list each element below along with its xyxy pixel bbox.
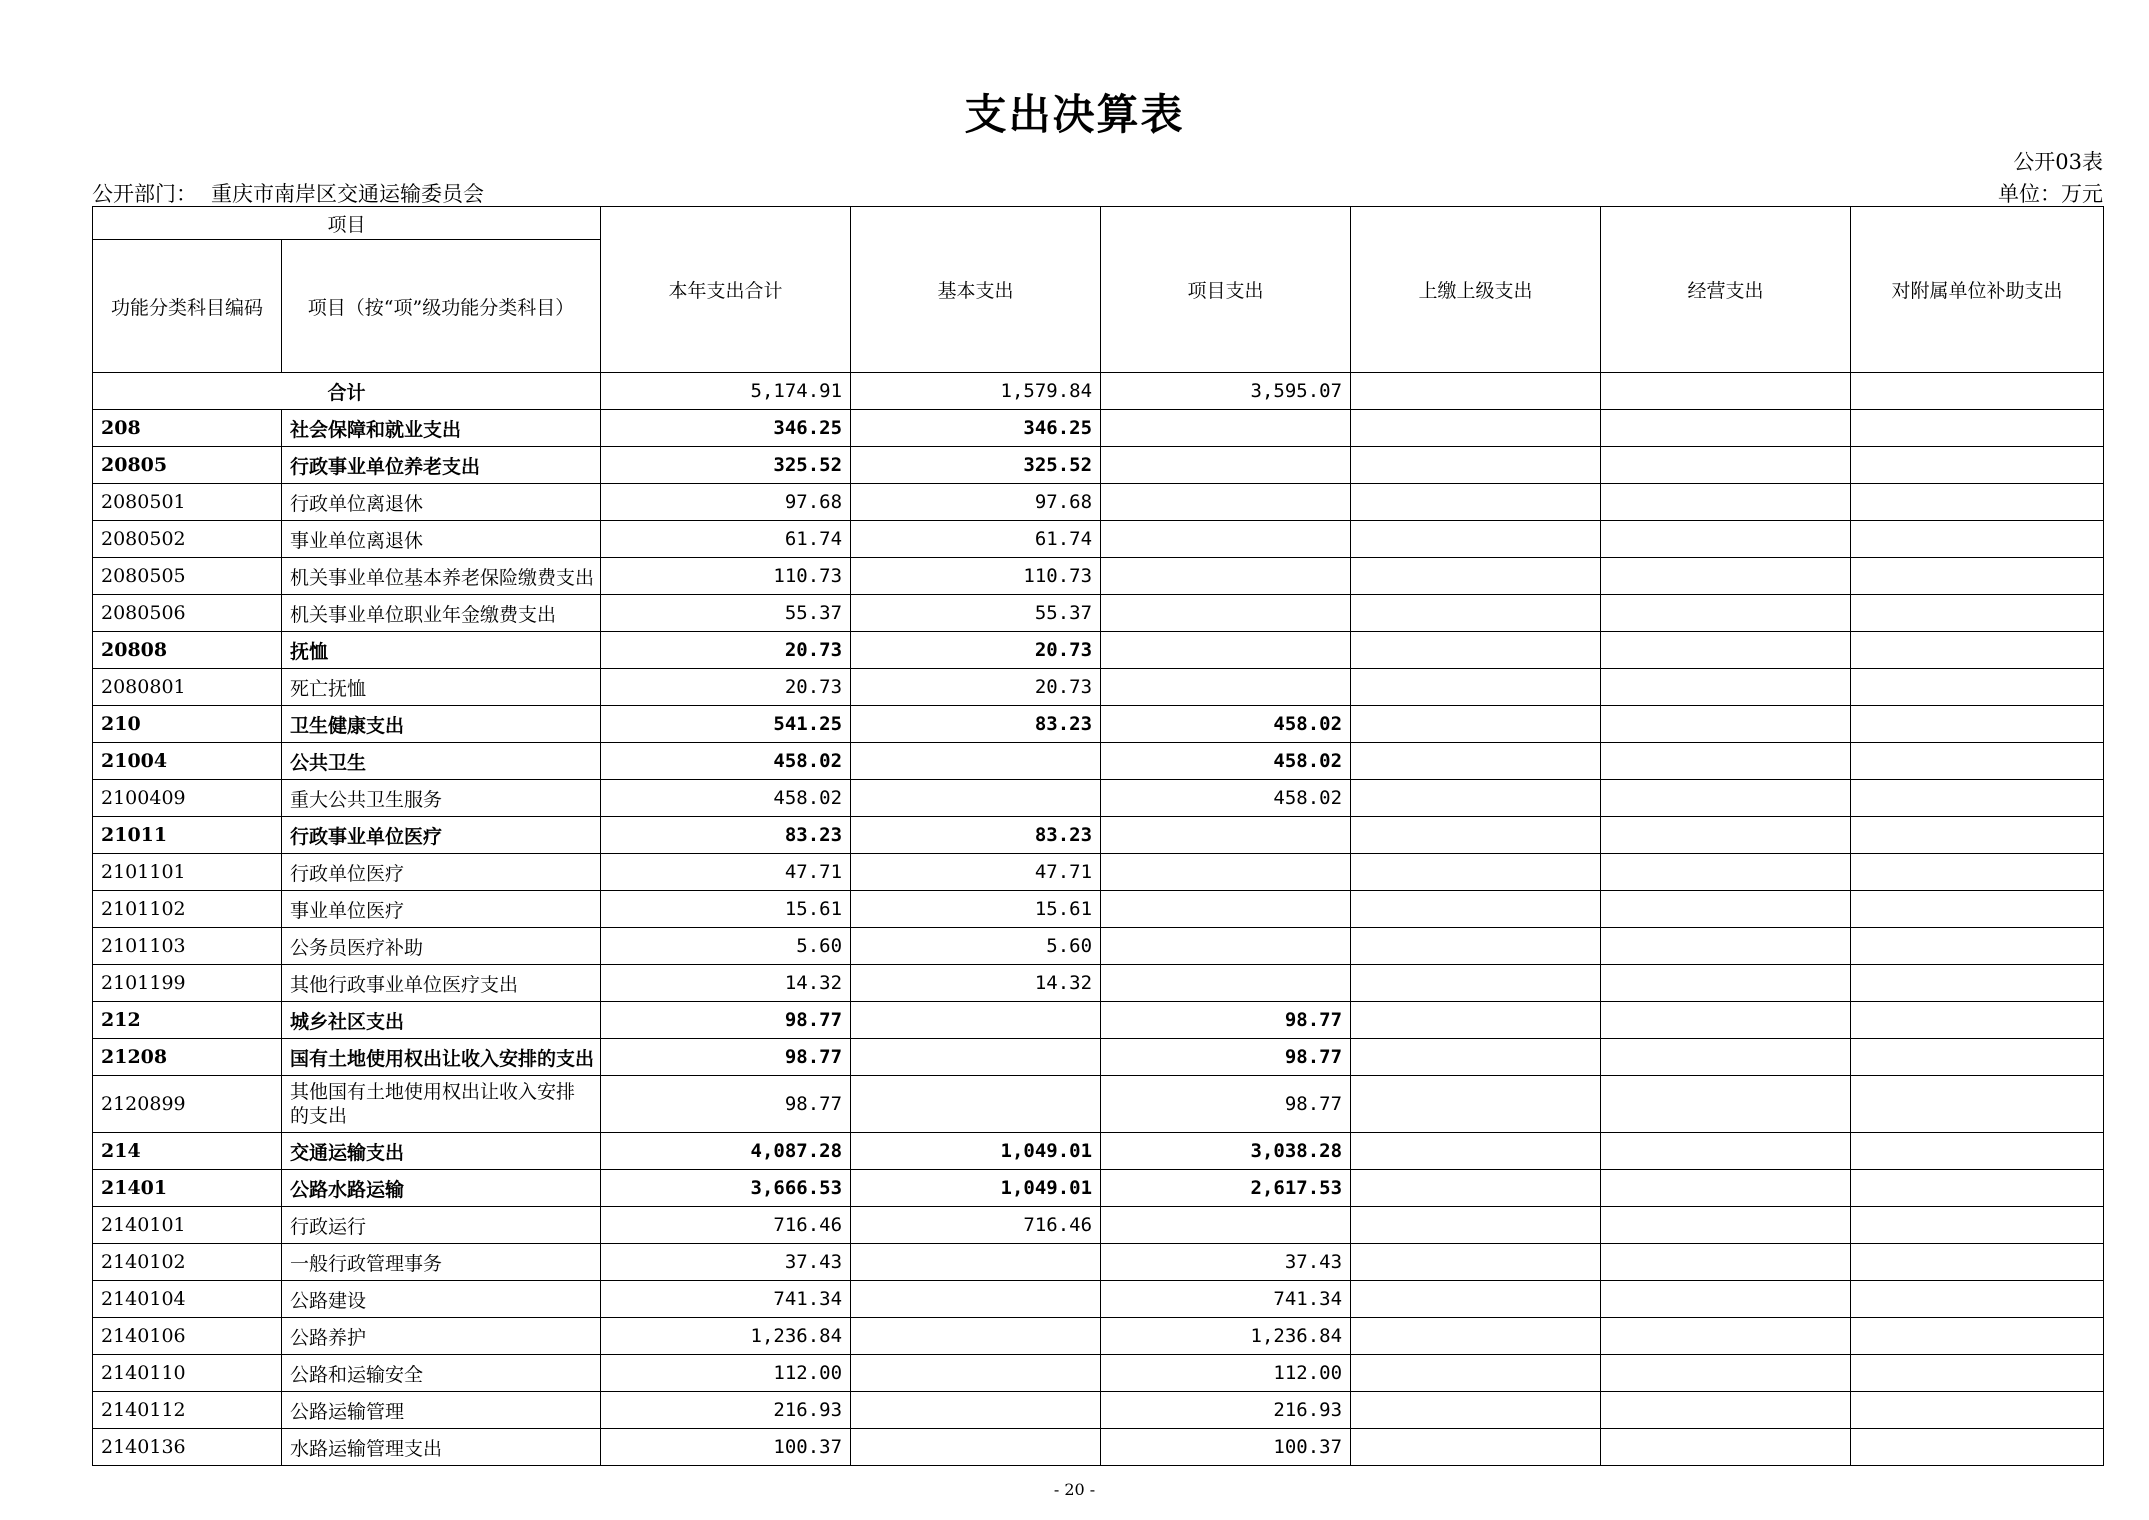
row-subsidy	[1851, 410, 2104, 447]
row-code: 2140110	[93, 1355, 282, 1392]
row-project: 100.37	[1101, 1429, 1351, 1466]
table-row	[93, 669, 2104, 706]
row-subsidy	[1851, 595, 2104, 632]
row-code: 2140104	[93, 1281, 282, 1318]
row-project	[1101, 965, 1351, 1002]
row-basic	[851, 780, 1101, 817]
row-upper	[1351, 669, 1601, 706]
row-name: 事业单位医疗	[282, 891, 601, 928]
row-business	[1601, 780, 1851, 817]
row-code: 2140112	[93, 1392, 282, 1429]
row-code: 2140106	[93, 1318, 282, 1355]
row-name: 社会保障和就业支出	[282, 410, 601, 447]
row-project	[1101, 558, 1351, 595]
row-business	[1601, 854, 1851, 891]
row-project	[1101, 854, 1351, 891]
row-basic	[851, 1039, 1101, 1076]
row-code: 21208	[93, 1039, 282, 1076]
row-project: 458.02	[1101, 706, 1351, 743]
row-basic: 83.23	[851, 706, 1101, 743]
row-basic	[851, 1429, 1101, 1466]
table-row	[93, 1244, 2104, 1281]
row-code: 21004	[93, 743, 282, 780]
row-name: 行政单位离退休	[282, 484, 601, 521]
row-basic: 110.73	[851, 558, 1101, 595]
row-business	[1601, 632, 1851, 669]
row-subsidy	[1851, 1355, 2104, 1392]
row-upper	[1351, 965, 1601, 1002]
row-basic: 716.46	[851, 1207, 1101, 1244]
row-project: 216.93	[1101, 1392, 1351, 1429]
row-basic	[851, 1392, 1101, 1429]
row-subsidy	[1851, 1207, 2104, 1244]
header-code: 功能分类科目编码	[93, 240, 282, 373]
row-business	[1601, 1133, 1851, 1170]
table-row	[93, 1429, 2104, 1466]
row-upper	[1351, 854, 1601, 891]
row-total: 458.02	[601, 780, 851, 817]
row-subsidy	[1851, 1039, 2104, 1076]
row-name: 其他行政事业单位医疗支出	[282, 965, 601, 1002]
row-upper	[1351, 410, 1601, 447]
row-code: 2080502	[93, 521, 282, 558]
header-subsidy: 对附属单位补助支出	[1851, 207, 2104, 373]
row-name: 事业单位离退休	[282, 521, 601, 558]
row-subsidy	[1851, 1318, 2104, 1355]
row-name: 公务员医疗补助	[282, 928, 601, 965]
row-upper	[1351, 558, 1601, 595]
row-business	[1601, 1170, 1851, 1207]
table-row	[93, 1133, 2104, 1170]
row-total: 458.02	[601, 743, 851, 780]
row-project	[1101, 410, 1351, 447]
row-code: 2080801	[93, 669, 282, 706]
row-project	[1101, 928, 1351, 965]
row-name: 交通运输支出	[282, 1133, 601, 1170]
header-basic: 基本支出	[851, 207, 1101, 373]
row-upper	[1351, 743, 1601, 780]
row-business	[1601, 706, 1851, 743]
row-total: 5.60	[601, 928, 851, 965]
row-name: 公路建设	[282, 1281, 601, 1318]
row-business	[1601, 484, 1851, 521]
row-subsidy	[1851, 854, 2104, 891]
row-project: 2,617.53	[1101, 1170, 1351, 1207]
row-upper	[1351, 1392, 1601, 1429]
row-project	[1101, 817, 1351, 854]
row-upper	[1351, 521, 1601, 558]
row-subsidy	[1851, 1170, 2104, 1207]
row-code: 2101199	[93, 965, 282, 1002]
row-code: 210	[93, 706, 282, 743]
row-name: 重大公共卫生服务	[282, 780, 601, 817]
row-total: 98.77	[601, 1076, 851, 1133]
row-code: 2101103	[93, 928, 282, 965]
row-subsidy	[1851, 891, 2104, 928]
total-business	[1601, 373, 1851, 410]
row-name: 卫生健康支出	[282, 706, 601, 743]
row-upper	[1351, 1244, 1601, 1281]
row-business	[1601, 1429, 1851, 1466]
row-total: 98.77	[601, 1039, 851, 1076]
row-subsidy	[1851, 1244, 2104, 1281]
row-project	[1101, 484, 1351, 521]
row-business	[1601, 558, 1851, 595]
row-name: 国有土地使用权出让收入安排的支出	[282, 1039, 601, 1076]
row-upper	[1351, 1355, 1601, 1392]
row-business	[1601, 891, 1851, 928]
row-business	[1601, 1318, 1851, 1355]
row-subsidy	[1851, 669, 2104, 706]
table-row	[93, 1170, 2104, 1207]
total-project: 3,595.07	[1101, 373, 1351, 410]
row-subsidy	[1851, 1076, 2104, 1133]
row-total: 325.52	[601, 447, 851, 484]
row-total: 55.37	[601, 595, 851, 632]
total-row	[93, 373, 2104, 410]
row-subsidy	[1851, 558, 2104, 595]
row-total: 1,236.84	[601, 1318, 851, 1355]
row-business	[1601, 521, 1851, 558]
header-project-group: 项目	[93, 207, 601, 240]
table-row	[93, 410, 2104, 447]
row-upper	[1351, 706, 1601, 743]
row-project: 458.02	[1101, 780, 1351, 817]
row-code: 20808	[93, 632, 282, 669]
row-business	[1601, 1281, 1851, 1318]
row-subsidy	[1851, 521, 2104, 558]
table-row	[93, 521, 2104, 558]
row-code: 21401	[93, 1170, 282, 1207]
row-basic: 325.52	[851, 447, 1101, 484]
row-business	[1601, 1207, 1851, 1244]
table-row	[93, 1039, 2104, 1076]
row-business	[1601, 1076, 1851, 1133]
row-subsidy	[1851, 1392, 2104, 1429]
row-business	[1601, 817, 1851, 854]
row-project: 1,236.84	[1101, 1318, 1351, 1355]
table-row	[93, 780, 2104, 817]
row-business	[1601, 447, 1851, 484]
row-upper	[1351, 484, 1601, 521]
row-business	[1601, 1039, 1851, 1076]
expenditure-table	[92, 206, 2104, 1466]
row-upper	[1351, 1318, 1601, 1355]
row-total: 741.34	[601, 1281, 851, 1318]
row-total: 541.25	[601, 706, 851, 743]
row-name: 公路运输管理	[282, 1392, 601, 1429]
row-total: 346.25	[601, 410, 851, 447]
total-amount: 5,174.91	[601, 373, 851, 410]
row-total: 716.46	[601, 1207, 851, 1244]
row-project	[1101, 595, 1351, 632]
row-basic: 1,049.01	[851, 1133, 1101, 1170]
row-basic: 97.68	[851, 484, 1101, 521]
row-name: 公路和运输安全	[282, 1355, 601, 1392]
table-body	[93, 373, 2104, 1466]
row-total: 110.73	[601, 558, 851, 595]
table-row	[93, 891, 2104, 928]
table-row	[93, 632, 2104, 669]
row-total: 98.77	[601, 1002, 851, 1039]
row-total: 37.43	[601, 1244, 851, 1281]
row-subsidy	[1851, 1281, 2104, 1318]
row-total: 15.61	[601, 891, 851, 928]
table-row	[93, 1002, 2104, 1039]
row-project: 458.02	[1101, 743, 1351, 780]
row-code: 2140101	[93, 1207, 282, 1244]
row-basic	[851, 1076, 1101, 1133]
header-business: 经营支出	[1601, 207, 1851, 373]
row-code: 20805	[93, 447, 282, 484]
row-upper	[1351, 1207, 1601, 1244]
row-business	[1601, 1355, 1851, 1392]
row-subsidy	[1851, 743, 2104, 780]
row-code: 2140136	[93, 1429, 282, 1466]
row-project: 98.77	[1101, 1076, 1351, 1133]
row-name: 一般行政管理事务	[282, 1244, 601, 1281]
row-name: 其他国有土地使用权出让收入安排的支出	[282, 1076, 601, 1133]
row-business	[1601, 1392, 1851, 1429]
row-business	[1601, 669, 1851, 706]
table-row	[93, 1355, 2104, 1392]
row-total: 97.68	[601, 484, 851, 521]
row-code: 212	[93, 1002, 282, 1039]
row-subsidy	[1851, 965, 2104, 1002]
header-project: 项目支出	[1101, 207, 1351, 373]
row-total: 20.73	[601, 669, 851, 706]
table-row	[93, 706, 2104, 743]
department-label: 公开部门：	[92, 182, 197, 206]
row-name: 死亡抚恤	[282, 669, 601, 706]
row-upper	[1351, 595, 1601, 632]
row-name: 行政运行	[282, 1207, 601, 1244]
row-name: 水路运输管理支出	[282, 1429, 601, 1466]
row-basic: 20.73	[851, 669, 1101, 706]
table-row	[93, 928, 2104, 965]
row-upper	[1351, 1281, 1601, 1318]
row-upper	[1351, 1170, 1601, 1207]
row-code: 2101101	[93, 854, 282, 891]
row-basic: 61.74	[851, 521, 1101, 558]
row-subsidy	[1851, 706, 2104, 743]
row-basic	[851, 1355, 1101, 1392]
row-subsidy	[1851, 447, 2104, 484]
row-upper	[1351, 928, 1601, 965]
page-title: 支出决算表	[964, 90, 1185, 139]
row-subsidy	[1851, 632, 2104, 669]
table-row	[93, 854, 2104, 891]
row-name: 公路水路运输	[282, 1170, 601, 1207]
row-business	[1601, 928, 1851, 965]
table-row	[93, 447, 2104, 484]
row-subsidy	[1851, 1133, 2104, 1170]
row-business	[1601, 743, 1851, 780]
row-basic: 55.37	[851, 595, 1101, 632]
row-upper	[1351, 1076, 1601, 1133]
table-row	[93, 1318, 2104, 1355]
row-total: 83.23	[601, 817, 851, 854]
row-total: 14.32	[601, 965, 851, 1002]
row-basic: 47.71	[851, 854, 1101, 891]
row-upper	[1351, 1429, 1601, 1466]
row-total: 61.74	[601, 521, 851, 558]
total-label: 合计	[93, 373, 601, 410]
table-row	[93, 743, 2104, 780]
row-business	[1601, 965, 1851, 1002]
row-project: 37.43	[1101, 1244, 1351, 1281]
row-total: 3,666.53	[601, 1170, 851, 1207]
row-project	[1101, 669, 1351, 706]
row-name: 机关事业单位职业年金缴费支出	[282, 595, 601, 632]
row-name: 行政事业单位医疗	[282, 817, 601, 854]
department-name: 重庆市南岸区交通运输委员会	[211, 182, 484, 206]
row-subsidy	[1851, 928, 2104, 965]
row-basic	[851, 743, 1101, 780]
header-name: 项目（按“项”级功能分类科目）	[282, 240, 601, 373]
header-upper: 上缴上级支出	[1351, 207, 1601, 373]
row-basic: 5.60	[851, 928, 1101, 965]
table-row	[93, 1392, 2104, 1429]
row-upper	[1351, 1039, 1601, 1076]
row-subsidy	[1851, 484, 2104, 521]
row-project: 98.77	[1101, 1039, 1351, 1076]
row-basic: 346.25	[851, 410, 1101, 447]
row-code: 2080501	[93, 484, 282, 521]
total-basic: 1,579.84	[851, 373, 1101, 410]
row-code: 2140102	[93, 1244, 282, 1281]
row-code: 2120899	[93, 1076, 282, 1133]
row-basic	[851, 1281, 1101, 1318]
row-total: 100.37	[601, 1429, 851, 1466]
table-row	[93, 817, 2104, 854]
row-project: 98.77	[1101, 1002, 1351, 1039]
row-business	[1601, 1244, 1851, 1281]
row-code: 2080505	[93, 558, 282, 595]
row-code: 2100409	[93, 780, 282, 817]
row-basic: 1,049.01	[851, 1170, 1101, 1207]
row-subsidy	[1851, 780, 2104, 817]
row-project: 112.00	[1101, 1355, 1351, 1392]
row-name: 公共卫生	[282, 743, 601, 780]
row-code: 214	[93, 1133, 282, 1170]
row-subsidy	[1851, 817, 2104, 854]
row-basic	[851, 1002, 1101, 1039]
row-upper	[1351, 891, 1601, 928]
table-row	[93, 558, 2104, 595]
row-business	[1601, 410, 1851, 447]
row-name: 抚恤	[282, 632, 601, 669]
row-name: 行政单位医疗	[282, 854, 601, 891]
table-row	[93, 1076, 2104, 1133]
row-name: 行政事业单位养老支出	[282, 447, 601, 484]
row-code: 21011	[93, 817, 282, 854]
row-total: 216.93	[601, 1392, 851, 1429]
row-project	[1101, 1207, 1351, 1244]
row-total: 112.00	[601, 1355, 851, 1392]
form-number: 公开03表	[2013, 150, 2103, 174]
row-code: 208	[93, 410, 282, 447]
row-total: 20.73	[601, 632, 851, 669]
row-upper	[1351, 780, 1601, 817]
total-upper	[1351, 373, 1601, 410]
row-project	[1101, 891, 1351, 928]
row-upper	[1351, 1002, 1601, 1039]
page-number: - 20 -	[1053, 1480, 1096, 1499]
table-row	[93, 595, 2104, 632]
row-project	[1101, 521, 1351, 558]
row-basic	[851, 1244, 1101, 1281]
table-row	[93, 484, 2104, 521]
row-basic: 14.32	[851, 965, 1101, 1002]
row-upper	[1351, 1133, 1601, 1170]
table-row	[93, 965, 2104, 1002]
unit-label: 单位：万元	[1998, 182, 2103, 206]
row-business	[1601, 595, 1851, 632]
header-total: 本年支出合计	[601, 207, 851, 373]
row-project	[1101, 447, 1351, 484]
row-total: 47.71	[601, 854, 851, 891]
table-row	[93, 1281, 2104, 1318]
row-name: 公路养护	[282, 1318, 601, 1355]
row-basic: 15.61	[851, 891, 1101, 928]
row-project	[1101, 632, 1351, 669]
row-code: 2080506	[93, 595, 282, 632]
row-subsidy	[1851, 1002, 2104, 1039]
row-name: 城乡社区支出	[282, 1002, 601, 1039]
row-basic: 83.23	[851, 817, 1101, 854]
total-subsidy	[1851, 373, 2104, 410]
row-business	[1601, 1002, 1851, 1039]
row-upper	[1351, 817, 1601, 854]
row-subsidy	[1851, 1429, 2104, 1466]
row-total: 4,087.28	[601, 1133, 851, 1170]
row-upper	[1351, 632, 1601, 669]
row-project: 3,038.28	[1101, 1133, 1351, 1170]
row-basic	[851, 1318, 1101, 1355]
row-project: 741.34	[1101, 1281, 1351, 1318]
row-upper	[1351, 447, 1601, 484]
department-line	[92, 178, 484, 208]
row-basic: 20.73	[851, 632, 1101, 669]
table-row	[93, 1207, 2104, 1244]
row-code: 2101102	[93, 891, 282, 928]
row-name: 机关事业单位基本养老保险缴费支出	[282, 558, 601, 595]
